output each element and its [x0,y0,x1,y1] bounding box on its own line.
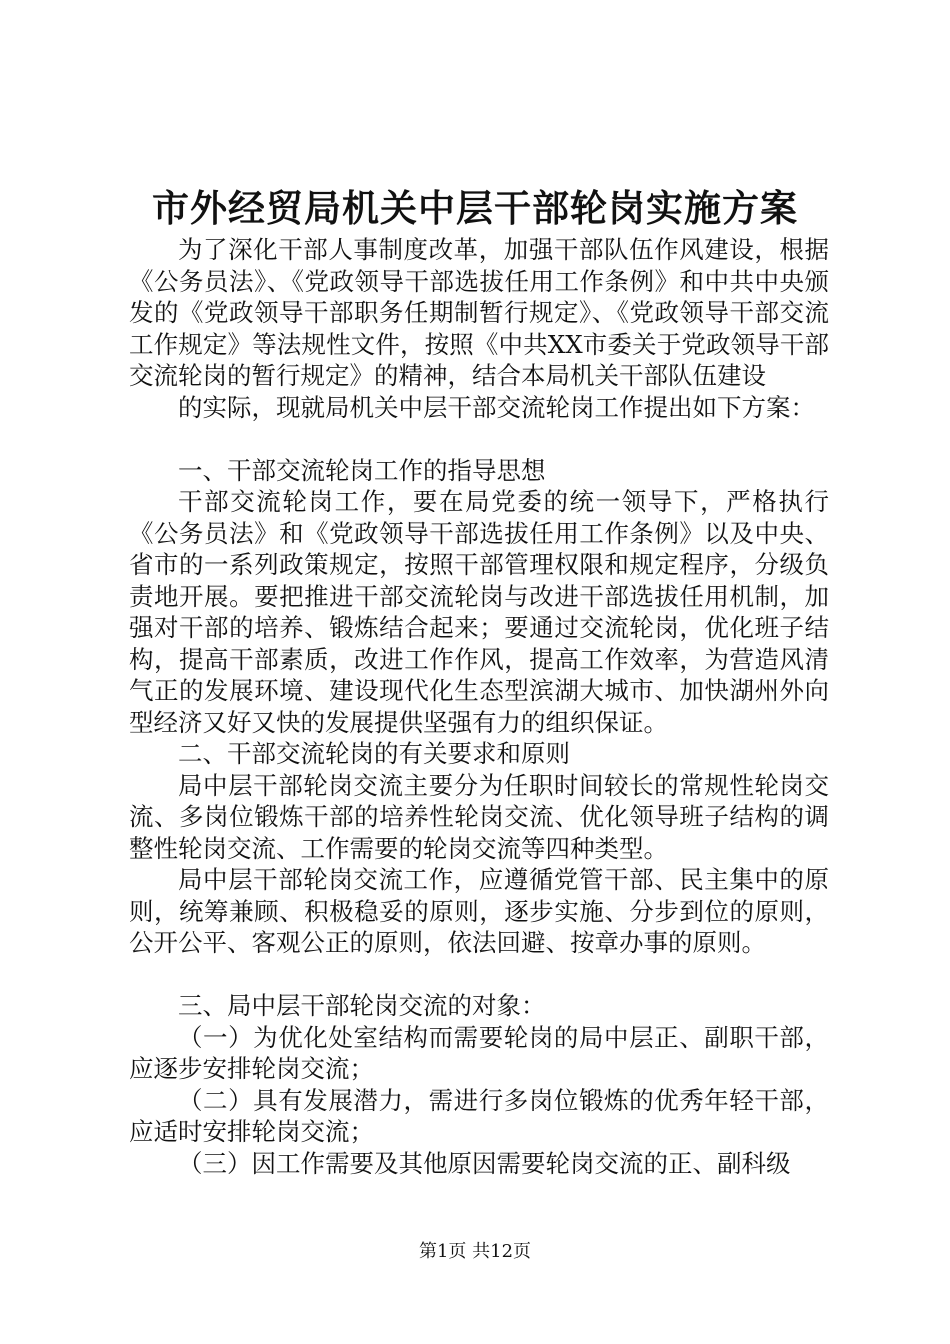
document-body [129,234,829,1179]
section-3-item-2: （二）具有发展潜力，需进行多岗位锻炼的优秀年轻干部，应适时安排轮岗交流； [129,1085,829,1146]
section-2-paragraph-1: 局中层干部轮岗交流主要分为任职时间较长的常规性轮岗交流、多岗位锻炼干部的培养性轮岗交流、优化领导班子结构的调整性轮岗交流、工作需要的轮岗交流等四种类型。 [129,770,829,863]
intro-paragraph-2: 的实际，现就局机关中层干部交流轮岗工作提出如下方案： [178,392,815,422]
section-3-item-1: （一）为优化处室结构而需要轮岗的局中层正、副职干部，应逐步安排轮岗交流； [129,1022,829,1083]
section-1-paragraph: 干部交流轮岗工作，要在局党委的统一领导下，严格执行《公务员法》和《党政领导干部选拔任用工作条例》以及中央、省市的一系列政策规定，按照干部管理权限和规定程序，分级负责地开展。要把推进干部交流轮岗与改进干部选拔任用机制，加强对干部的培养、锻炼结合起来；要通过交流轮岗，优化班子结构，提高干部素质，改进工作作风，提高工作效率，为营造风清气正的发展环境、建设现代化生态型滨湖大城市、加快湖州外向型经济又好又快的发展提供坚强有力的组织保证。 [129,487,829,737]
intro-paragraph-1: 为了深化干部人事制度改革，加强干部队伍作风建设，根据《公务员法》、《党政领导干部选拔任用工作条例》和中共中央颁发的《党政领导干部职务任期制暂行规定》、《党政领导干部交流工作规定》等法规性文件，按照《中共XX市委关于党政领导干部交流轮岗的暂行规定》的精神，结合本局机关干部队伍建设 [129,235,829,390]
document-title: 市外经贸局机关中层干部轮岗实施方案 [152,186,798,230]
section-3-item-3: （三）因工作需要及其他原因需要轮岗交流的正、副科级 [178,1148,791,1178]
paragraph-gap [129,423,829,455]
section-3-heading: 三、局中层干部轮岗交流的对象： [178,991,546,1020]
section-2-paragraph-2: 局中层干部轮岗交流工作，应遵循党管干部、民主集中的原则，统筹兼顾、积极稳妥的原则，逐步实施、分步到位的原则，公开公平、客观公正的原则，依法回避、按章办事的原则。 [129,865,829,957]
paragraph-gap [129,959,829,991]
page-footer: 第1页 共12页 [418,1241,532,1262]
section-1-heading: 一、干部交流轮岗工作的指导思想 [178,455,546,485]
section-2-heading: 二、干部交流轮岗的有关要求和原则 [178,739,570,768]
